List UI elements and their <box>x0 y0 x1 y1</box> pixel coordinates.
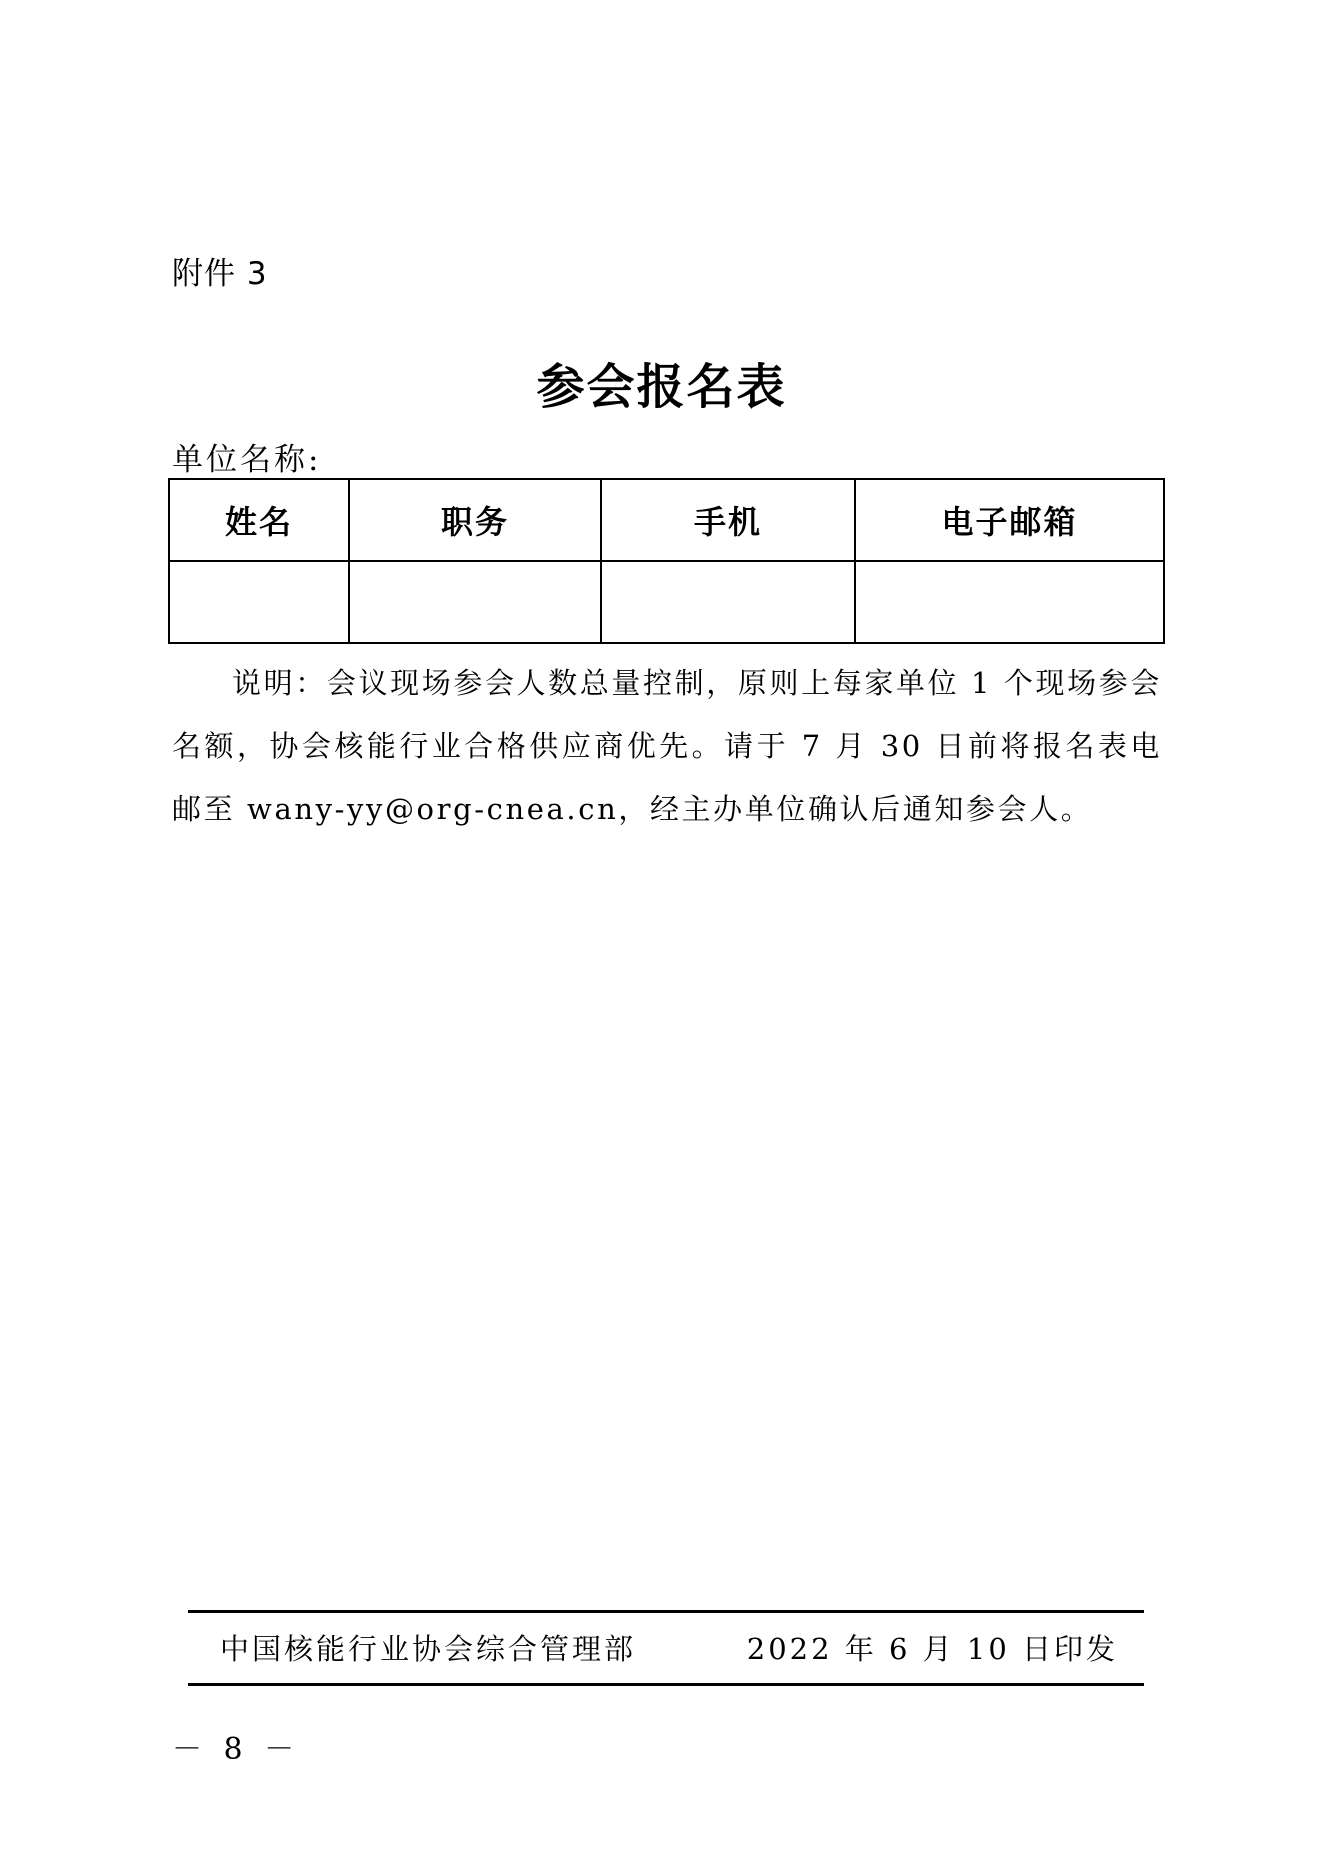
unit-name-label: 单位名称: <box>172 442 322 478</box>
header-mobile: 手机 <box>601 479 855 561</box>
header-position: 职务 <box>349 479 601 561</box>
form-title: 参会报名表 <box>536 359 787 415</box>
page-number: － 8 － <box>172 1732 301 1767</box>
footer-top-rule <box>188 1610 1144 1613</box>
table-row <box>169 561 1164 643</box>
registration-table <box>168 478 1165 644</box>
footer-organization: 中国核能行业协会综合管理部 <box>220 1632 637 1666</box>
footer-bottom-rule <box>188 1683 1144 1686</box>
cell-email[interactable] <box>855 561 1164 643</box>
note-text: 说明：会议现场参会人数总量控制，原则上每家单位 1 个现场参会名额，协会核能行业合格供应商优先。请于 7 月 30 日前将报名表电邮至 wany-yy@org-cnea.cn，经主办单位确认后通知参会人。 <box>172 666 1162 826</box>
header-name: 姓名 <box>169 479 349 561</box>
attachment-label: 附件 3 <box>172 256 268 292</box>
table-header-row <box>169 479 1164 561</box>
footer-issue-date: 2022 年 6 月 10 日印发 <box>746 1632 1118 1666</box>
cell-name[interactable] <box>169 561 349 643</box>
cell-mobile[interactable] <box>601 561 855 643</box>
header-email: 电子邮箱 <box>855 479 1164 561</box>
cell-position[interactable] <box>349 561 601 643</box>
note-block <box>172 652 1162 841</box>
